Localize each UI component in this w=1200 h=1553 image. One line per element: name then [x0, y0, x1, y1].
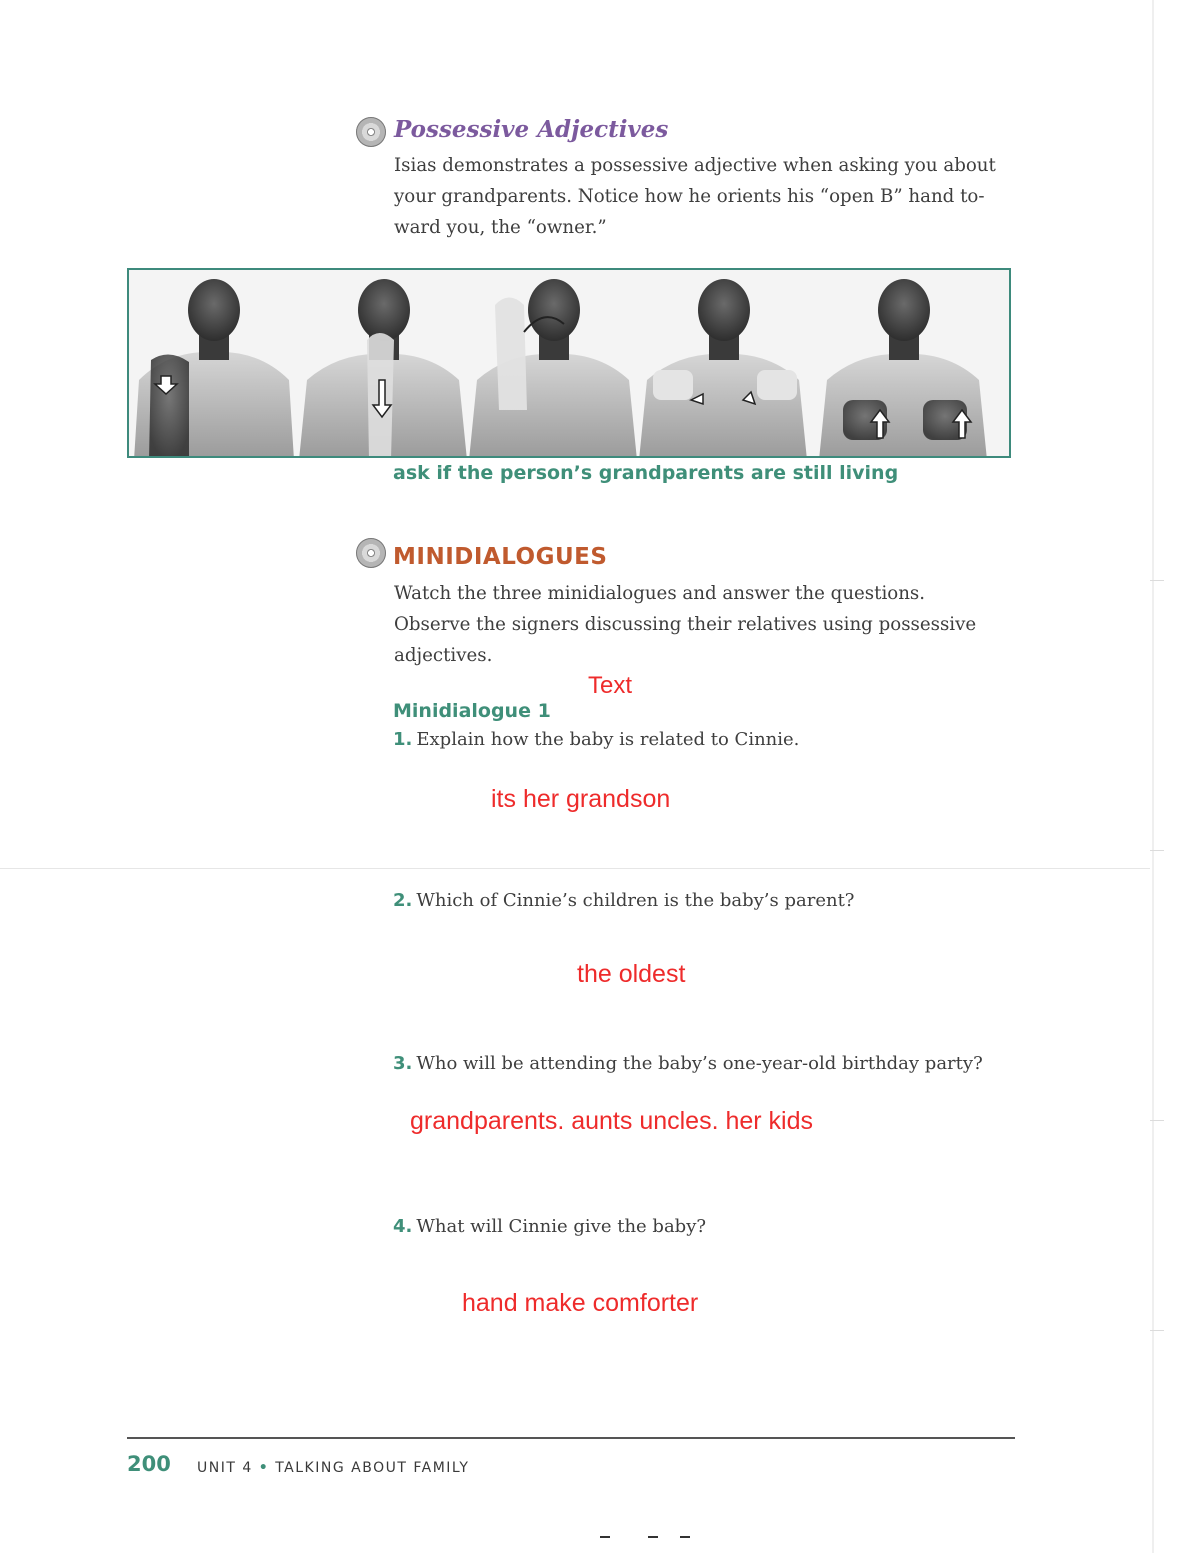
running-footer	[197, 1460, 469, 1476]
question-number: 4.	[393, 1216, 413, 1237]
question-2	[393, 890, 854, 911]
answer-1: its her grandson	[491, 785, 671, 813]
answer-2: the oldest	[577, 960, 686, 988]
section-title-possessive-adjectives: Possessive Adjectives	[394, 116, 669, 143]
intro-paragraph	[394, 150, 994, 243]
paragraph-line: adjectives.	[394, 645, 493, 666]
question-3	[393, 1053, 983, 1074]
question-text: Which of Cinnie’s children is the baby’s parent?	[416, 890, 855, 911]
question-text: Explain how the baby is related to Cinnie.	[416, 729, 800, 750]
question-1	[393, 729, 799, 750]
scan-mark	[600, 1536, 610, 1538]
question-text: Who will be attending the baby’s one-year-old birthday party?	[416, 1053, 983, 1074]
sign-photo-sequence	[127, 268, 1011, 458]
page-fold-line	[0, 868, 1150, 869]
paragraph-line: Watch the three minidialogues and answer the questions.	[394, 583, 926, 604]
page-number: 200	[127, 1452, 171, 1476]
question-4	[393, 1216, 706, 1237]
question-number: 3.	[393, 1053, 413, 1074]
scan-mark	[648, 1536, 658, 1538]
figure-caption: ask if the person’s grandparents are still living	[393, 462, 899, 484]
paragraph-line: your grandparents. Notice how he orients his “open B” hand to-	[394, 186, 985, 207]
answer-3: grandparents. aunts uncles. her kids	[410, 1107, 814, 1135]
signer-frame-3	[469, 279, 637, 458]
signer-frame-4	[639, 279, 807, 458]
signer-photos	[129, 270, 1011, 458]
section-title-minidialogues: MINIDIALOGUES	[393, 544, 608, 570]
signer-frame-5	[819, 279, 987, 458]
text-annotation: Text	[588, 672, 633, 699]
paragraph-line: ward you, the “owner.”	[394, 217, 607, 238]
dvd-icon	[356, 117, 386, 147]
paragraph-line: Isias demonstrates a possessive adjective when asking you about	[394, 155, 996, 176]
page-edge	[1152, 0, 1154, 1553]
signer-frame-2	[299, 279, 467, 458]
signer-frame-1	[134, 279, 294, 458]
unit-label: UNIT 4	[197, 1460, 253, 1476]
question-number: 1.	[393, 729, 413, 750]
separator-dot: •	[258, 1460, 270, 1476]
dvd-icon	[356, 538, 386, 568]
instructions-paragraph	[394, 578, 994, 671]
minidialogue-subheading: Minidialogue 1	[393, 700, 551, 722]
chapter-label: TALKING ABOUT FAMILY	[275, 1460, 470, 1476]
answer-4: hand make comforter	[462, 1289, 699, 1317]
scan-mark	[680, 1536, 690, 1538]
question-text: What will Cinnie give the baby?	[416, 1216, 707, 1237]
paragraph-line: Observe the signers discussing their relatives using possessive	[394, 614, 977, 635]
footer-rule	[127, 1437, 1015, 1439]
question-number: 2.	[393, 890, 413, 911]
